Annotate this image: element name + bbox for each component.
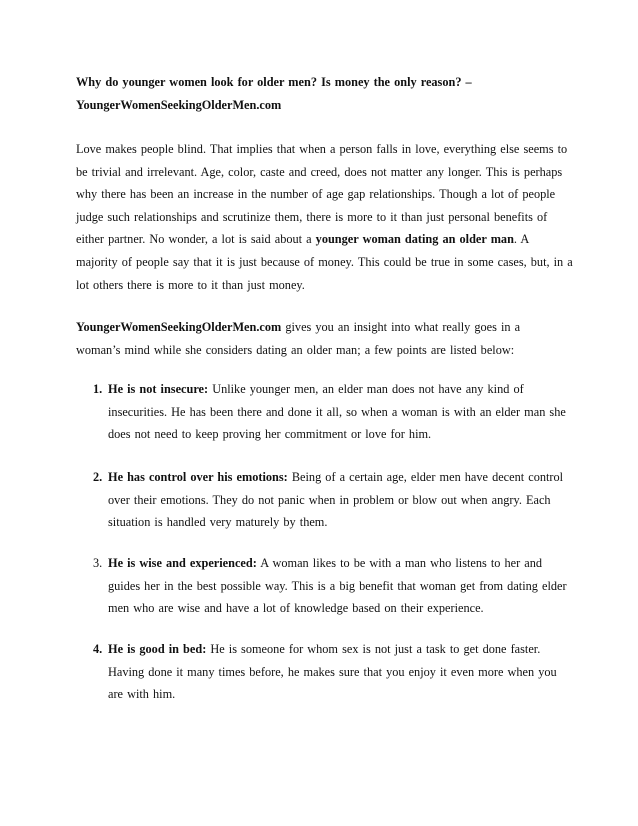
list-line xyxy=(108,552,573,575)
list-number: 1. xyxy=(93,382,103,396)
list-heading: He is good in bed: xyxy=(108,642,207,656)
list-line: men who are wise and have a lot of knowledge based on their experience. xyxy=(108,601,484,616)
list-number: 3. xyxy=(93,556,103,570)
list-text: Unlike younger men, an elder man does not have any kind of xyxy=(208,382,524,396)
title-line-1: Why do younger women look for older men? Is money the only reason? – xyxy=(76,75,472,89)
list-item xyxy=(93,378,573,446)
paragraph-text: gives you an insight into what really goes in a xyxy=(281,320,521,334)
list-heading: He is not insecure: xyxy=(108,382,209,396)
list-text: He is someone for whom sex is not just a task to get done faster. xyxy=(206,642,541,656)
paragraph-line xyxy=(76,228,576,251)
list-line xyxy=(108,378,573,401)
list-number: 2. xyxy=(93,470,103,484)
list-item xyxy=(93,638,573,706)
list-heading: He is wise and experienced: xyxy=(108,556,257,570)
paragraph-line: why there has been an increase in the number of age gap relationships. Though a lot of people xyxy=(76,187,556,202)
paragraph-text: . A xyxy=(513,232,530,247)
list-line xyxy=(108,466,573,489)
paragraph-line: be trivial and irrelevant. Age, color, caste and creed, does not matter any longer. This is perhaps xyxy=(76,164,563,179)
title-line-2: YoungerWomenSeekingOlderMen.com xyxy=(76,98,282,112)
website-paragraph xyxy=(76,316,576,361)
list-line: are with him. xyxy=(108,687,176,702)
list-item xyxy=(93,552,573,620)
list-text: A woman likes to be with a man who listens to her and xyxy=(256,556,543,570)
list-line: over their emotions. They do not panic when in problem or blow out when angry. Each xyxy=(108,492,551,507)
list-line: does not need to keep proving her commitment or love for him. xyxy=(108,427,432,442)
list-text: Being of a certain age, elder men have decent control xyxy=(287,470,564,484)
paragraph-line xyxy=(76,316,576,339)
list-number: 4. xyxy=(93,642,103,656)
paragraph-line: judge such relationships and scrutinize them, there is more to it than just personal benefits of xyxy=(76,209,548,224)
paragraph-text: either partner. No wonder, a lot is said about a xyxy=(76,232,316,247)
intro-paragraph xyxy=(76,138,576,296)
website-name: YoungerWomenSeekingOlderMen.com xyxy=(76,320,282,334)
paragraph-line: Love makes people blind. That implies that when a person falls in love, everything else seems to xyxy=(76,142,568,156)
paragraph-line: majority of people say that it is just because of money. This could be true in some cases, but, in a xyxy=(76,254,573,269)
list-line: situation is handled very maturely by them. xyxy=(108,515,328,530)
list-item xyxy=(93,466,573,534)
document-title xyxy=(76,71,576,117)
bold-keyword: younger woman dating an older man xyxy=(315,232,514,247)
paragraph-line: woman’s mind while she considers dating an older man; a few points are listed below: xyxy=(76,342,515,357)
list-line: guides her in the best possible way. This is a big benefit that woman get from dating elder xyxy=(108,578,567,593)
list-line: Having done it many times before, he makes sure that you enjoy it even more when you xyxy=(108,664,557,679)
list-line xyxy=(108,638,573,661)
list-heading: He has control over his emotions: xyxy=(108,470,288,484)
paragraph-line: lot others there is more to it than just money. xyxy=(76,277,305,292)
list-line: insecurities. He has been there and done it all, so when a woman is with an elder man she xyxy=(108,404,566,419)
